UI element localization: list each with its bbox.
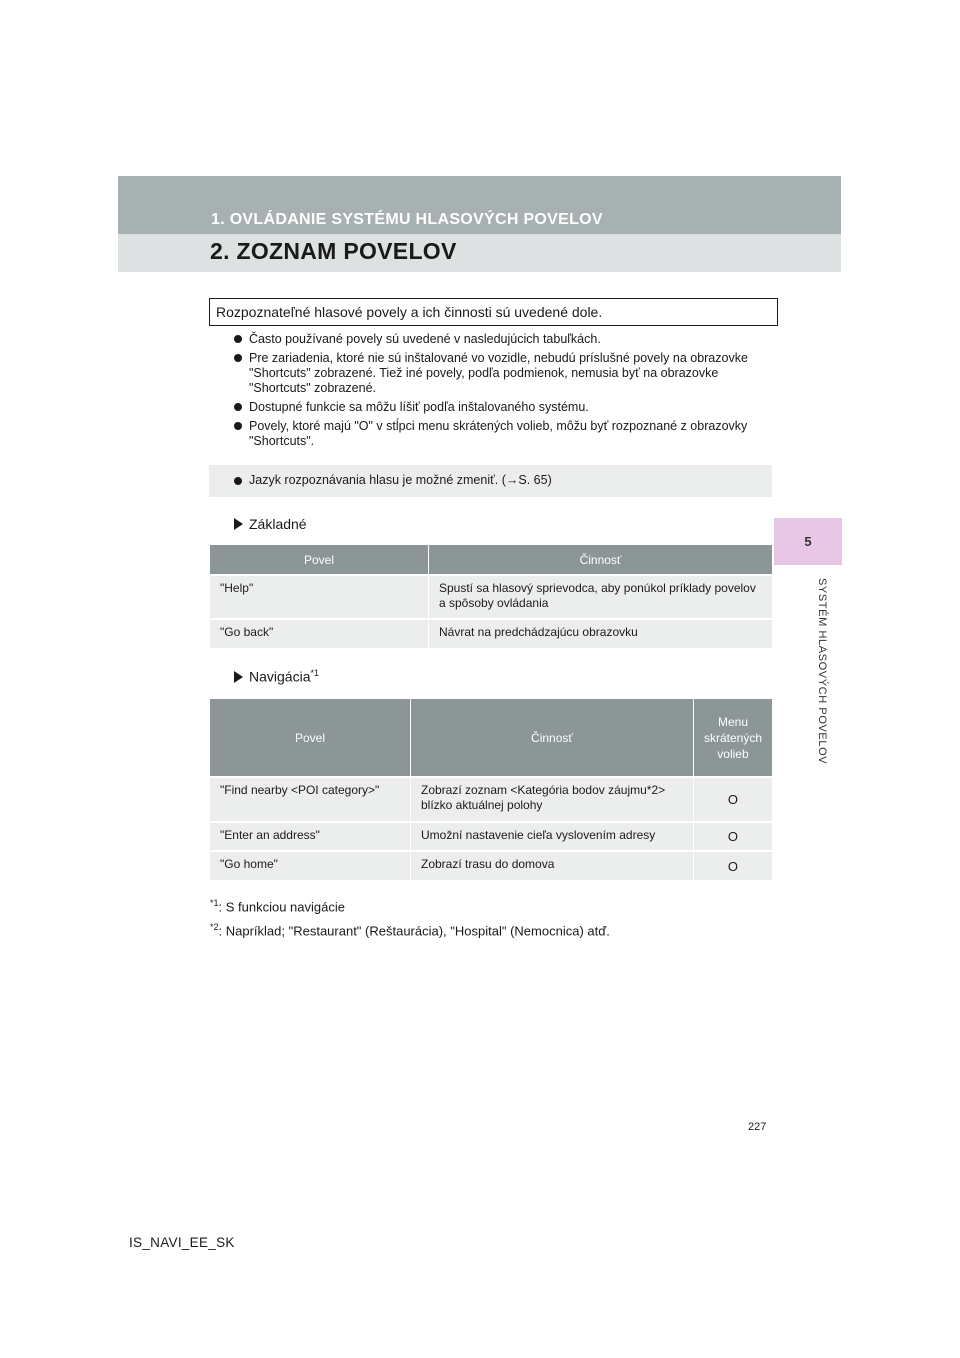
list-item: Často používané povely sú uvedené v nasledujúcich tabuľkách. (234, 332, 770, 347)
footnote: $^{*2}$: Napríklad; "Restaurant" (Reštaurácia), "Hospital" (Nemocnica) atď. (210, 922, 610, 939)
column-header: Činnosť (429, 545, 773, 575)
table-row (210, 575, 772, 619)
bullet-icon (234, 403, 242, 411)
note-text: Jazyk rozpoznávania hlasu je možné zmeniť. (→S. 65) (249, 473, 552, 487)
bullet-icon (234, 477, 242, 485)
column-header: Menu skrátených volieb (693, 699, 772, 777)
action-cell: Zobrazí zoznam <Kategória bodov záujmu*2> blízko aktuálnej polohy (410, 777, 693, 822)
shortcut-mark: O (693, 822, 772, 851)
shortcut-mark: O (693, 851, 772, 880)
column-header: Činnosť (410, 699, 693, 777)
column-header: Povel (210, 545, 429, 575)
command-cell: "Help" (210, 575, 429, 619)
command-cell: "Enter an address" (210, 822, 410, 851)
command-cell: "Go back" (210, 619, 429, 648)
list-item: Dostupné funkcie sa môžu líšiť podľa inštalovaného systému. (234, 400, 770, 415)
bullet-list (234, 332, 770, 453)
bullet-icon (234, 422, 242, 430)
section-label: 1. OVLÁDANIE SYSTÉMU HLASOVÝCH POVELOV (211, 211, 603, 228)
intro-box: Rozpoznateľné hlasové povely a ich činnosti sú uvedené dole. (209, 298, 778, 326)
list-item: Pre zariadenia, ktoré nie sú inštalované vo vozidle, nebudú príslušné povely na obrazovke "Shortcuts" zobrazené. Tiež iné povely, podľa podmienok, nemusia byť na obrazovke "Shortcuts" zobrazené. (234, 351, 770, 396)
action-cell: Spustí sa hlasový sprievodca, aby ponúkol príklady povelov a spôsoby ovládania (429, 575, 773, 619)
command-cell: "Go home" (210, 851, 410, 880)
page-title: 2. ZOZNAM POVELOV (210, 238, 457, 264)
action-cell: Umožní nastavenie cieľa vyslovením adresy (410, 822, 693, 851)
bullet-icon (234, 335, 242, 343)
table-row (210, 619, 772, 648)
arrow-right-icon (234, 671, 243, 683)
column-header: Povel (210, 699, 410, 777)
command-cell: "Find nearby <POI category>" (210, 777, 410, 822)
action-cell: Zobrazí trasu do domova (410, 851, 693, 880)
bullet-icon (234, 354, 242, 362)
table-row (210, 822, 772, 851)
subheading-basic: Základné (234, 516, 307, 532)
arrow-right-icon (234, 518, 243, 530)
page-number: 227 (748, 1121, 767, 1133)
note-box (209, 465, 772, 497)
table-row (210, 851, 772, 880)
chapter-title-vertical: SYSTÉM HLASOVÝCH POVELOV (816, 578, 828, 765)
document-code: IS_NAVI_EE_SK (129, 1235, 235, 1250)
navigation-commands-table (210, 699, 772, 880)
action-cell: Návrat na predchádzajúcu obrazovku (429, 619, 773, 648)
table-row (210, 777, 772, 822)
footnote: $^{*1}$: S funkciou navigácie (210, 898, 345, 915)
basic-commands-table (210, 545, 772, 648)
footnotes (210, 893, 610, 942)
subheading-navigation: Navigácia$^{*1}$ (234, 668, 319, 685)
chapter-tab: 5 (774, 518, 842, 565)
shortcut-mark: O (693, 777, 772, 822)
list-item: Povely, ktoré majú "O" v stĺpci menu skrátených volieb, môžu byť rozpoznané z obrazovky "Shortcuts". (234, 419, 770, 449)
